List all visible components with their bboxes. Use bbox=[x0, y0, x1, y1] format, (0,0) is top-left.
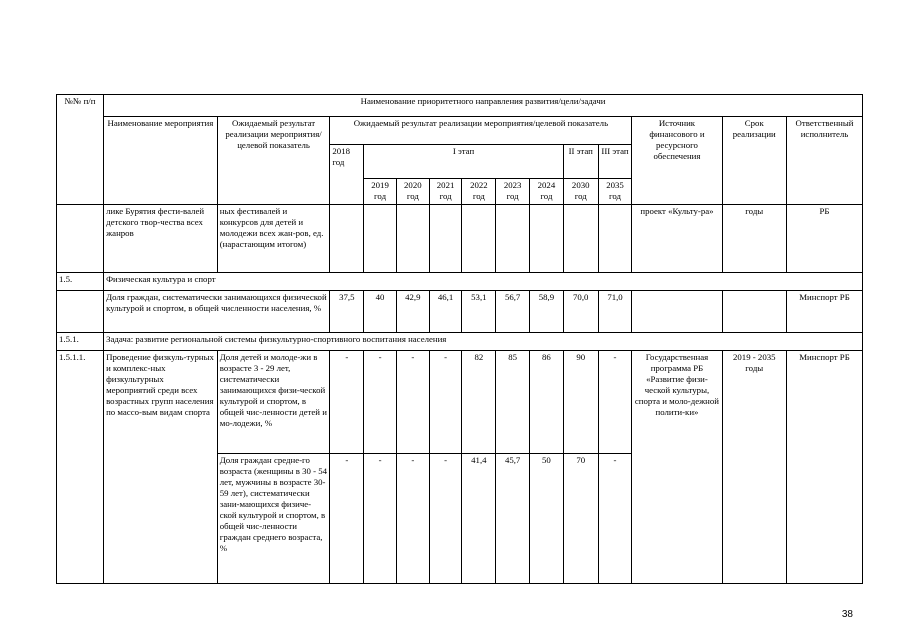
indicator-row-1-5 bbox=[57, 291, 863, 333]
value-cell: - bbox=[396, 454, 429, 584]
value-cell: 56,7 bbox=[496, 291, 530, 333]
value-cell bbox=[396, 205, 429, 273]
value-cell bbox=[496, 205, 530, 273]
year-header: 2024 год bbox=[530, 179, 564, 205]
value-cell: 70 bbox=[563, 454, 598, 584]
value-cell: - bbox=[364, 454, 397, 584]
num-cell: 1.5.1.1. bbox=[57, 351, 104, 584]
value-cell: - bbox=[364, 351, 397, 454]
header-row-2 bbox=[57, 117, 863, 145]
year-header: 2019 год bbox=[364, 179, 397, 205]
program-table bbox=[56, 94, 863, 584]
page-number: 38 bbox=[841, 609, 853, 620]
term-header: Срок реализации bbox=[722, 117, 787, 205]
value-cell: 41,4 bbox=[462, 454, 496, 584]
year-header: 2022 год bbox=[462, 179, 496, 205]
year-header: 2023 год bbox=[496, 179, 530, 205]
result-header: Ожидаемый результат реализации мероприятия/целевой показатель bbox=[217, 117, 330, 205]
value-cell: 53,1 bbox=[462, 291, 496, 333]
value-cell: - bbox=[330, 454, 364, 584]
source-cell: проект «Культу-ра» bbox=[632, 205, 722, 273]
value-cell: 85 bbox=[496, 351, 530, 454]
result-cell: ных фестивалей и конкурсов для детей и молодежи всех жан-ров, ед. (нарастающим итогом) bbox=[217, 205, 330, 273]
value-cell bbox=[598, 205, 632, 273]
value-cell: - bbox=[429, 351, 462, 454]
value-cell bbox=[364, 205, 397, 273]
value-cell: - bbox=[429, 454, 462, 584]
value-cell: - bbox=[598, 454, 632, 584]
header-row-1 bbox=[57, 95, 863, 117]
indicator-text: Доля граждан средне-го возраста (женщины в 30 - 54 лет, мужчины в возрасте 30-59 лет), систематически зани-мающихся физиче-ской культурой и спортом, в общей чис-ленности граждан среднего возраста, % bbox=[217, 454, 330, 584]
value-cell bbox=[429, 205, 462, 273]
source-cell: Государственная программа РБ «Развитие физи-ческой культуры, спорта и моло-дежной полити-ки» bbox=[632, 351, 722, 584]
value-cell: 40 bbox=[364, 291, 397, 333]
source-cell bbox=[632, 291, 722, 333]
resp-cell: Минспорт РБ bbox=[787, 291, 863, 333]
value-cell: 86 bbox=[530, 351, 564, 454]
value-cell bbox=[330, 205, 364, 273]
stage-3-header: III этап bbox=[598, 145, 632, 179]
value-cell: 70,0 bbox=[563, 291, 598, 333]
value-cell: 50 bbox=[530, 454, 564, 584]
term-cell: годы bbox=[722, 205, 787, 273]
section-row-1-5-1 bbox=[57, 333, 863, 351]
year-header: 2020 год bbox=[396, 179, 429, 205]
resp-cell: РБ bbox=[787, 205, 863, 273]
value-cell: - bbox=[396, 351, 429, 454]
table-row-continuation bbox=[57, 205, 863, 273]
resp-cell: Минспорт РБ bbox=[787, 351, 863, 584]
table-row-1-5-1-1 bbox=[57, 351, 863, 454]
section-row-1-5 bbox=[57, 273, 863, 291]
section-title: Физическая культура и спорт bbox=[104, 273, 863, 291]
value-cell: 42,9 bbox=[396, 291, 429, 333]
section-num: 1.5.1. bbox=[57, 333, 104, 351]
value-cell bbox=[462, 205, 496, 273]
num-header: №№ п/п bbox=[57, 95, 104, 205]
value-cell: 45,7 bbox=[496, 454, 530, 584]
value-cell: 37,5 bbox=[330, 291, 364, 333]
stage-1-header: I этап bbox=[364, 145, 564, 179]
value-cell: 46,1 bbox=[429, 291, 462, 333]
value-cell bbox=[530, 205, 564, 273]
stage-2-header: II этап bbox=[563, 145, 598, 179]
num-cell bbox=[57, 291, 104, 333]
main-title-header: Наименование приоритетного направления развития/цели/задачи bbox=[104, 95, 863, 117]
value-cell: 90 bbox=[563, 351, 598, 454]
term-cell bbox=[722, 291, 787, 333]
value-cell: - bbox=[330, 351, 364, 454]
year-2018-header: 2018 год bbox=[330, 145, 364, 205]
indicator-text: Доля детей и молоде-жи в возрасте 3 - 29 лет, систематически занимающихся физи-ческой культурой и спортом, в общей чис-ленности детей и мо-лодежи, % bbox=[217, 351, 330, 454]
value-cell: 82 bbox=[462, 351, 496, 454]
event-cell: Проведение физкуль-турных и комплекс-ных физкультурных мероприятий среди всех возрастных групп населения по массо-вым видам спорта bbox=[104, 351, 218, 584]
value-cell: 58,9 bbox=[530, 291, 564, 333]
year-header: 2035 год bbox=[598, 179, 632, 205]
value-cell: 71,0 bbox=[598, 291, 632, 333]
term-cell: 2019 - 2035 годы bbox=[722, 351, 787, 584]
value-cell bbox=[563, 205, 598, 273]
source-header: Источник финансового и ресурсного обеспечения bbox=[632, 117, 722, 205]
year-header: 2030 год bbox=[563, 179, 598, 205]
section-num: 1.5. bbox=[57, 273, 104, 291]
expected-header: Ожидаемый результат реализации мероприятия/целевой показатель bbox=[330, 117, 632, 145]
resp-header: Ответственный исполнитель bbox=[787, 117, 863, 205]
num-cell bbox=[57, 205, 104, 273]
year-header: 2021 год bbox=[429, 179, 462, 205]
indicator-text: Доля граждан, систематически занимающихся физической культурой и спортом, в общей численности населения, % bbox=[104, 291, 330, 333]
event-header: Наименование мероприятия bbox=[104, 117, 218, 205]
value-cell: - bbox=[598, 351, 632, 454]
event-cell: лике Бурятия фести-валей детского твор-чества всех жанров bbox=[104, 205, 218, 273]
section-title: Задача: развитие региональной системы физкультурно-спортивного воспитания населения bbox=[104, 333, 863, 351]
